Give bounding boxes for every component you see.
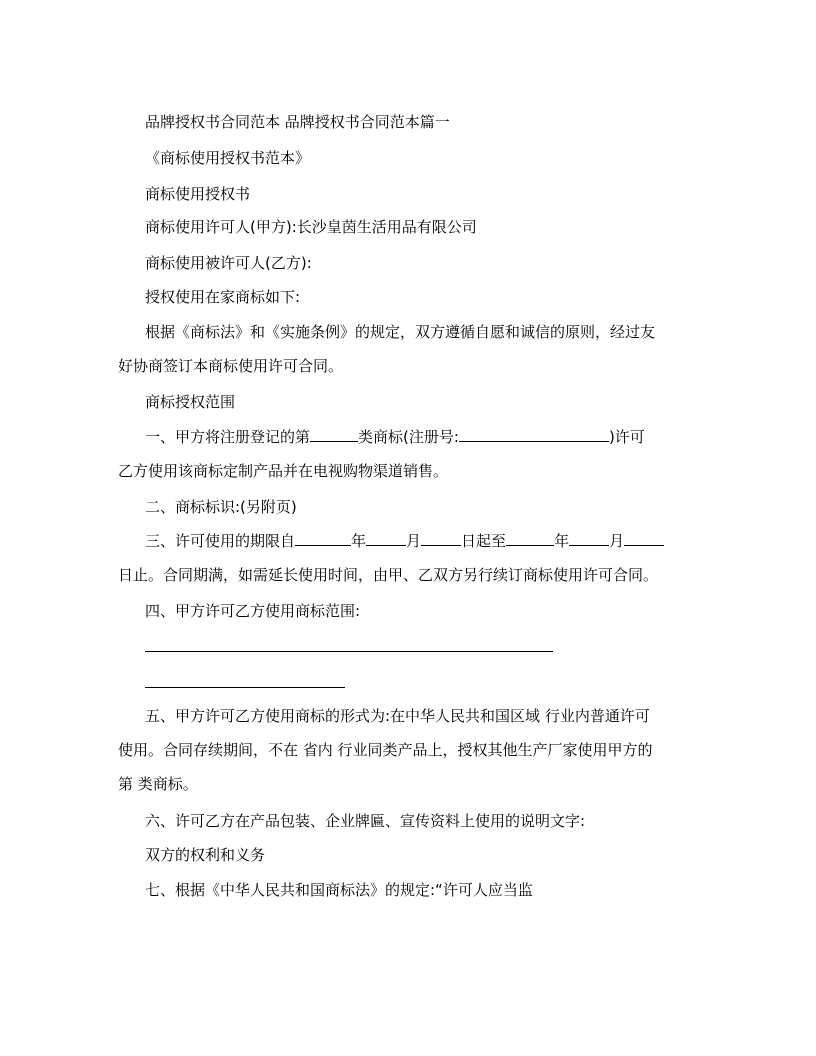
scope-blank-line-2 <box>145 687 345 688</box>
class-number-blank <box>310 427 358 442</box>
start-year-blank <box>295 531 351 546</box>
clause-1-line-1 <box>145 427 645 447</box>
end-month-label: 月 <box>609 532 625 550</box>
doc-heading: 商标使用授权书 <box>145 185 251 203</box>
clause-5-line-2: 使用。合同存续期间，不在 省内 行业同类产品上，授权其他生产厂家使用甲方的 <box>118 741 653 759</box>
end-day-blank <box>624 531 664 546</box>
licensor-line: 商标使用许可人(甲方):长沙皇茵生活用品有限公司 <box>145 218 477 236</box>
clause-3-text-a: 三、许可使用的期限自 <box>145 532 296 550</box>
section-heading-rights: 双方的权利和义务 <box>145 846 266 864</box>
licensee-line: 商标使用被许可人(乙方): <box>145 254 312 272</box>
doc-title: 品牌授权书合同范本 品牌授权书合同范本篇一 <box>145 113 450 131</box>
clause-2: 二、商标标识:(另附页) <box>145 498 297 516</box>
paragraph-1-line-1: 根据《商标法》和《实施条例》的规定，双方遵循自愿和诚信的原则，经过友 <box>145 323 656 341</box>
clause-3-line-2: 日止。合同期满，如需延长使用时间，由甲、乙双方另行续订商标使用许可合同。 <box>118 566 659 584</box>
start-day-blank <box>421 531 461 546</box>
trademark-intro: 授权使用在家商标如下: <box>145 288 301 306</box>
end-year-blank <box>506 531 554 546</box>
start-year-label: 年 <box>351 532 367 550</box>
start-day-label: 日起至 <box>461 532 507 550</box>
paragraph-1-line-2: 好协商签订本商标使用许可合同。 <box>118 357 344 375</box>
start-month-label: 月 <box>406 532 422 550</box>
clause-3-line-1 <box>145 531 664 551</box>
clause-4: 四、甲方许可乙方使用商标范围: <box>145 602 361 620</box>
clause-1-text-a: 一、甲方将注册登记的第 <box>145 428 311 446</box>
clause-5-line-3: 第 类商标。 <box>118 775 198 793</box>
clause-7: 七、根据《中华人民共和国商标法》的规定:“许可人应当监 <box>145 881 533 899</box>
clause-1-text-c: )许可 <box>608 428 645 446</box>
scope-blank-line-1 <box>145 651 553 652</box>
section-heading-scope: 商标授权范围 <box>145 393 236 411</box>
clause-1-line-2: 乙方使用该商标定制产品并在电视购物渠道销售。 <box>118 462 449 480</box>
clause-5-line-1: 五、甲方许可乙方使用商标的形式为:在中华人民共和国区域 行业内普通许可 <box>145 707 650 725</box>
clause-6: 六、许可乙方在产品包装、企业牌匾、宣传资料上使用的说明文字: <box>145 812 586 830</box>
end-year-label: 年 <box>554 532 570 550</box>
end-month-blank <box>569 531 609 546</box>
clause-1-text-b: 类商标(注册号: <box>358 428 459 446</box>
start-month-blank <box>366 531 406 546</box>
doc-subtitle: 《商标使用授权书范本》 <box>145 149 311 167</box>
registration-number-blank <box>459 427 609 442</box>
